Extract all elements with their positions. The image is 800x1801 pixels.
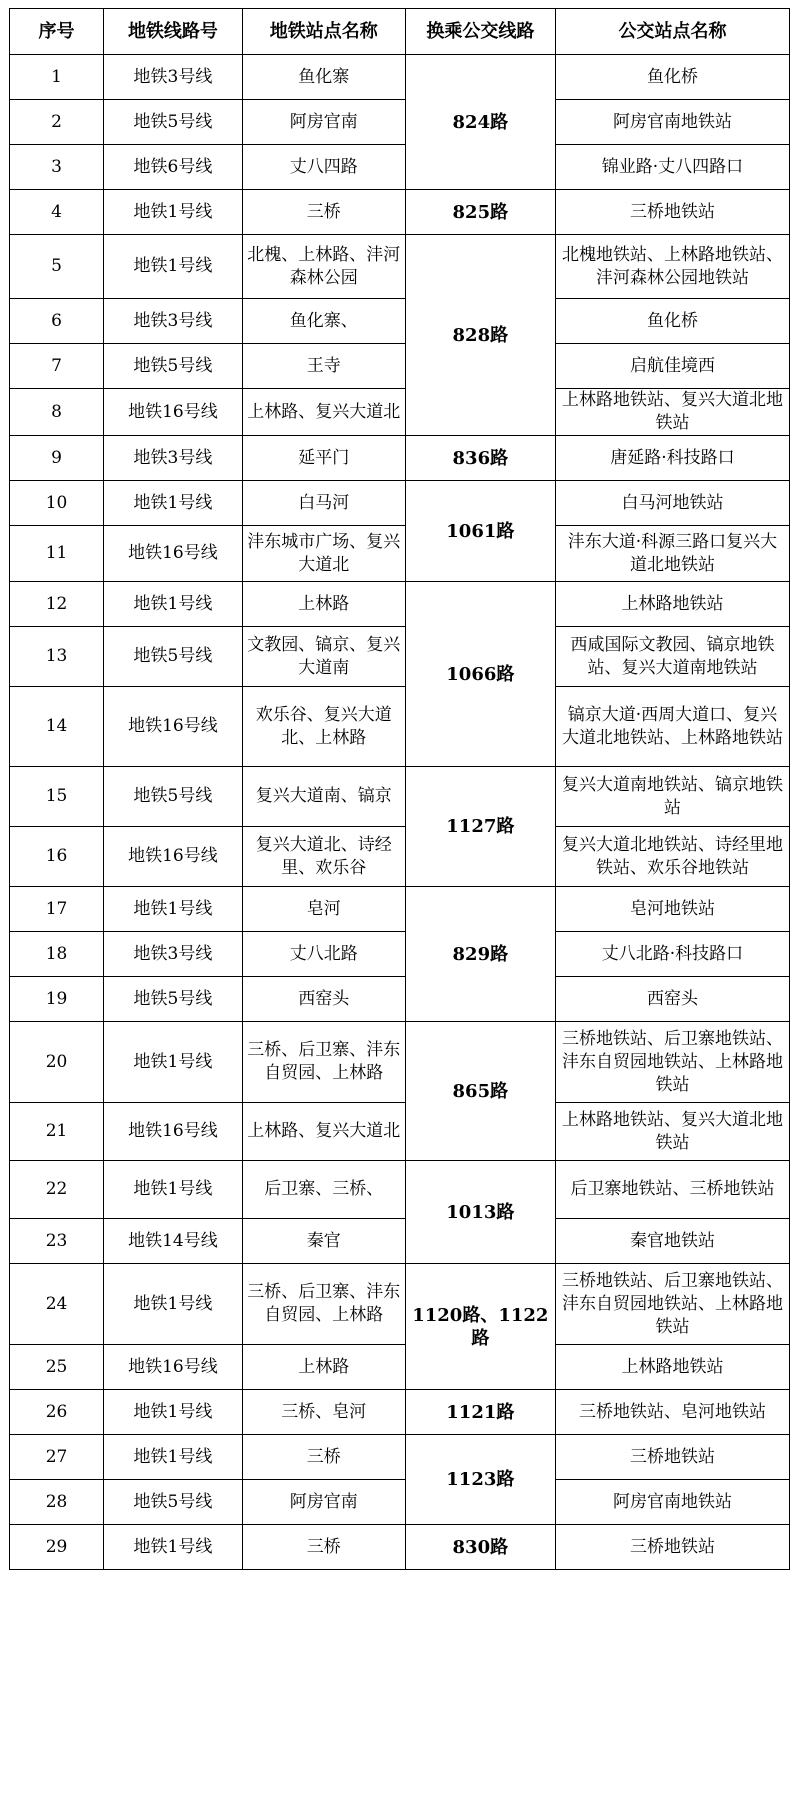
metro-line: 地铁14号线	[104, 1219, 243, 1264]
row-number: 13	[10, 627, 104, 687]
metro-line: 地铁5号线	[104, 977, 243, 1022]
metro-line: 地铁3号线	[104, 932, 243, 977]
row-number: 18	[10, 932, 104, 977]
metro-line: 地铁1号线	[104, 582, 243, 627]
metro-line: 地铁5号线	[104, 627, 243, 687]
metro-station: 北槐、上林路、沣河森林公园	[242, 235, 405, 299]
metro-line: 地铁5号线	[104, 100, 243, 145]
metro-station: 三桥	[242, 190, 405, 235]
metro-station: 三桥	[242, 1525, 405, 1570]
row-number: 4	[10, 190, 104, 235]
bus-stop: 白马河地铁站	[555, 481, 789, 526]
bus-stop: 上林路地铁站、复兴大道北地铁站	[555, 389, 789, 436]
table-row	[10, 1435, 790, 1480]
metro-line: 地铁1号线	[104, 887, 243, 932]
bus-stop: 阿房官南地铁站	[555, 100, 789, 145]
row-number: 11	[10, 526, 104, 582]
metro-line: 地铁5号线	[104, 1480, 243, 1525]
metro-line: 地铁16号线	[104, 1345, 243, 1390]
metro-line: 地铁1号线	[104, 1390, 243, 1435]
table-row	[10, 145, 790, 190]
row-number: 16	[10, 827, 104, 887]
bus-stop: 三桥地铁站、后卫寨地铁站、沣东自贸园地铁站、上林路地铁站	[555, 1264, 789, 1345]
header-metro-station: 地铁站点名称	[242, 9, 405, 55]
bus-stop: 镐京大道·西周大道口、复兴大道北地铁站、上林路地铁站	[555, 687, 789, 767]
metro-station: 延平门	[242, 436, 405, 481]
table-row	[10, 932, 790, 977]
metro-station: 阿房官南	[242, 100, 405, 145]
row-number: 25	[10, 1345, 104, 1390]
table-row	[10, 1525, 790, 1570]
table-row	[10, 767, 790, 827]
row-number: 20	[10, 1022, 104, 1103]
metro-station: 鱼化寨、	[242, 299, 405, 344]
transfer-table	[9, 8, 790, 1570]
row-number: 3	[10, 145, 104, 190]
table-row	[10, 481, 790, 526]
table-row	[10, 389, 790, 436]
row-number: 15	[10, 767, 104, 827]
bus-stop: 上林路地铁站、复兴大道北地铁站	[555, 1103, 789, 1161]
metro-line: 地铁1号线	[104, 481, 243, 526]
metro-line: 地铁1号线	[104, 1435, 243, 1480]
metro-station: 王寺	[242, 344, 405, 389]
metro-line: 地铁1号线	[104, 235, 243, 299]
table-row	[10, 582, 790, 627]
bus-stop: 北槐地铁站、上林路地铁站、沣河森林公园地铁站	[555, 235, 789, 299]
metro-station: 皂河	[242, 887, 405, 932]
bus-route: 829路	[405, 887, 555, 1022]
bus-stop: 鱼化桥	[555, 299, 789, 344]
metro-station: 后卫寨、三桥、	[242, 1161, 405, 1219]
table-row	[10, 436, 790, 481]
metro-station: 上林路、复兴大道北	[242, 1103, 405, 1161]
bus-stop: 上林路地铁站	[555, 1345, 789, 1390]
row-number: 7	[10, 344, 104, 389]
metro-line: 地铁6号线	[104, 145, 243, 190]
metro-station: 上林路	[242, 582, 405, 627]
bus-stop: 秦官地铁站	[555, 1219, 789, 1264]
row-number: 22	[10, 1161, 104, 1219]
bus-route: 1013路	[405, 1161, 555, 1264]
metro-line: 地铁16号线	[104, 1103, 243, 1161]
metro-station: 复兴大道南、镐京	[242, 767, 405, 827]
bus-stop: 锦业路·丈八四路口	[555, 145, 789, 190]
bus-route: 1127路	[405, 767, 555, 887]
row-number: 23	[10, 1219, 104, 1264]
bus-stop: 三桥地铁站	[555, 1435, 789, 1480]
header-bus-route: 换乘公交线路	[405, 9, 555, 55]
metro-station: 三桥	[242, 1435, 405, 1480]
bus-stop: 皂河地铁站	[555, 887, 789, 932]
metro-line: 地铁3号线	[104, 299, 243, 344]
bus-route: 1061路	[405, 481, 555, 582]
table-row	[10, 1345, 790, 1390]
metro-station: 复兴大道北、诗经里、欢乐谷	[242, 827, 405, 887]
bus-route: 830路	[405, 1525, 555, 1570]
metro-line: 地铁5号线	[104, 344, 243, 389]
metro-station: 丈八四路	[242, 145, 405, 190]
bus-stop: 三桥地铁站、皂河地铁站	[555, 1390, 789, 1435]
metro-line: 地铁16号线	[104, 827, 243, 887]
table-row	[10, 344, 790, 389]
bus-stop: 上林路地铁站	[555, 582, 789, 627]
row-number: 19	[10, 977, 104, 1022]
row-number: 17	[10, 887, 104, 932]
metro-line: 地铁1号线	[104, 1525, 243, 1570]
row-number: 21	[10, 1103, 104, 1161]
row-number: 27	[10, 1435, 104, 1480]
table-row	[10, 627, 790, 687]
metro-line: 地铁1号线	[104, 190, 243, 235]
metro-station: 三桥、后卫寨、沣东自贸园、上林路	[242, 1022, 405, 1103]
bus-route: 865路	[405, 1022, 555, 1161]
bus-stop: 三桥地铁站、后卫寨地铁站、沣东自贸园地铁站、上林路地铁站	[555, 1022, 789, 1103]
row-number: 10	[10, 481, 104, 526]
table-row	[10, 299, 790, 344]
metro-station: 阿房官南	[242, 1480, 405, 1525]
table-row	[10, 1390, 790, 1435]
bus-stop: 唐延路·科技路口	[555, 436, 789, 481]
header-metro-line: 地铁线路号	[104, 9, 243, 55]
table-row	[10, 1264, 790, 1345]
table-row	[10, 1219, 790, 1264]
metro-line: 地铁1号线	[104, 1022, 243, 1103]
bus-route: 1120路、1122路	[405, 1264, 555, 1390]
table-row	[10, 235, 790, 299]
bus-stop: 西窑头	[555, 977, 789, 1022]
row-number: 26	[10, 1390, 104, 1435]
bus-stop: 阿房官南地铁站	[555, 1480, 789, 1525]
table-row	[10, 1161, 790, 1219]
metro-station: 上林路、复兴大道北	[242, 389, 405, 436]
row-number: 12	[10, 582, 104, 627]
row-number: 5	[10, 235, 104, 299]
table-row	[10, 977, 790, 1022]
metro-station: 丈八北路	[242, 932, 405, 977]
table-row	[10, 55, 790, 100]
bus-route: 828路	[405, 235, 555, 436]
metro-line: 地铁3号线	[104, 436, 243, 481]
bus-stop: 鱼化桥	[555, 55, 789, 100]
metro-line: 地铁3号线	[104, 55, 243, 100]
bus-route: 825路	[405, 190, 555, 235]
table-row	[10, 1103, 790, 1161]
bus-route: 836路	[405, 436, 555, 481]
bus-route: 1066路	[405, 582, 555, 767]
header-no: 序号	[10, 9, 104, 55]
metro-station: 欢乐谷、复兴大道北、上林路	[242, 687, 405, 767]
metro-station: 秦官	[242, 1219, 405, 1264]
table-row	[10, 1480, 790, 1525]
row-number: 2	[10, 100, 104, 145]
bus-stop: 西咸国际文教园、镐京地铁站、复兴大道南地铁站	[555, 627, 789, 687]
bus-stop: 后卫寨地铁站、三桥地铁站	[555, 1161, 789, 1219]
table-row	[10, 687, 790, 767]
row-number: 28	[10, 1480, 104, 1525]
metro-station: 沣东城市广场、复兴大道北	[242, 526, 405, 582]
table-row	[10, 827, 790, 887]
bus-route: 824路	[405, 55, 555, 190]
bus-stop: 丈八北路·科技路口	[555, 932, 789, 977]
metro-line: 地铁16号线	[104, 687, 243, 767]
metro-line: 地铁1号线	[104, 1161, 243, 1219]
table-row	[10, 190, 790, 235]
metro-station: 西窑头	[242, 977, 405, 1022]
bus-stop: 复兴大道北地铁站、诗经里地铁站、欢乐谷地铁站	[555, 827, 789, 887]
metro-station: 三桥、后卫寨、沣东自贸园、上林路	[242, 1264, 405, 1345]
bus-route: 1121路	[405, 1390, 555, 1435]
row-number: 8	[10, 389, 104, 436]
row-number: 29	[10, 1525, 104, 1570]
metro-line: 地铁16号线	[104, 526, 243, 582]
bus-stop: 三桥地铁站	[555, 1525, 789, 1570]
metro-station: 文教园、镐京、复兴大道南	[242, 627, 405, 687]
header-bus-stop: 公交站点名称	[555, 9, 789, 55]
bus-stop: 沣东大道·科源三路口复兴大道北地铁站	[555, 526, 789, 582]
metro-station: 上林路	[242, 1345, 405, 1390]
metro-station: 鱼化寨	[242, 55, 405, 100]
metro-line: 地铁1号线	[104, 1264, 243, 1345]
row-number: 24	[10, 1264, 104, 1345]
table-row	[10, 526, 790, 582]
row-number: 14	[10, 687, 104, 767]
metro-station: 三桥、皂河	[242, 1390, 405, 1435]
bus-stop: 复兴大道南地铁站、镐京地铁站	[555, 767, 789, 827]
table-row	[10, 887, 790, 932]
metro-line: 地铁5号线	[104, 767, 243, 827]
table-row	[10, 1022, 790, 1103]
table-row	[10, 100, 790, 145]
bus-route: 1123路	[405, 1435, 555, 1525]
bus-stop: 三桥地铁站	[555, 190, 789, 235]
row-number: 6	[10, 299, 104, 344]
metro-line: 地铁16号线	[104, 389, 243, 436]
header-row	[10, 9, 790, 55]
bus-stop: 启航佳境西	[555, 344, 789, 389]
metro-station: 白马河	[242, 481, 405, 526]
row-number: 1	[10, 55, 104, 100]
row-number: 9	[10, 436, 104, 481]
